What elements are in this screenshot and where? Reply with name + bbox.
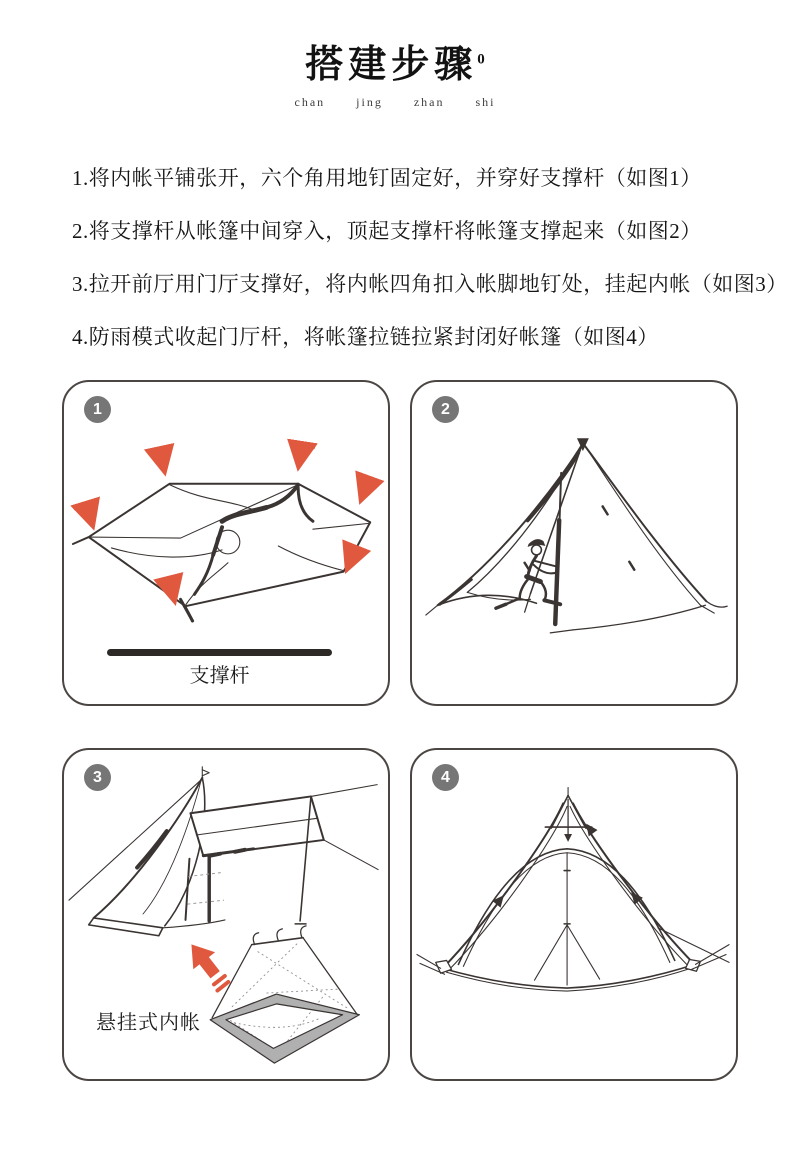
title-pinyin: chan jing zhan shi [294, 94, 496, 109]
step-number-badge-2: 2 [432, 396, 459, 423]
person-figure [496, 539, 560, 608]
steps-list [72, 165, 790, 349]
step-item-3: 3.拉开前厅用门厅支撑好，将内帐四角扣入帐脚地钉处，挂起内帐（如图3） [72, 271, 788, 296]
tent-with-porch [69, 767, 378, 936]
step-number-badge-3: 3 [84, 764, 111, 791]
title-superscript: 0 [477, 51, 485, 68]
tent-body [426, 438, 727, 633]
support-pole-bar [107, 649, 332, 656]
panels-grid [62, 380, 790, 1081]
step-item-2: 2.将支撑杆从帐篷中间穿入，顶起支撑杆将帐篷支撑起来（如图2） [72, 218, 702, 243]
panel-step-1 [62, 380, 390, 706]
step-item-1: 1.将内帐平铺张开，六个角用地钉固定好，并穿好支撑杆（如图1） [72, 165, 702, 190]
step-item-4: 4.防雨模式收起门厅杆，将帐篷拉链拉紧封闭好帐篷（如图4） [72, 324, 659, 349]
page-title-text: 搭建步骤 [305, 44, 478, 86]
red-up-arrow-icon [181, 936, 235, 994]
header [0, 0, 790, 110]
panel-step-2 [410, 380, 738, 706]
panel-3-caption: 悬挂式内帐 [96, 1011, 201, 1034]
panel-step-3 [62, 748, 390, 1081]
inner-tent-mesh [210, 926, 359, 1063]
panel-1-caption: 支撑杆 [189, 664, 250, 687]
raising-pole-illustration [412, 382, 736, 704]
panel-step-4 [410, 748, 738, 1081]
step-number-badge-1: 1 [84, 396, 111, 423]
tarp-creases [89, 484, 371, 605]
page-title [0, 44, 790, 88]
step-number-badge-4: 4 [432, 764, 459, 791]
closed-tent-illustration [412, 750, 736, 1079]
